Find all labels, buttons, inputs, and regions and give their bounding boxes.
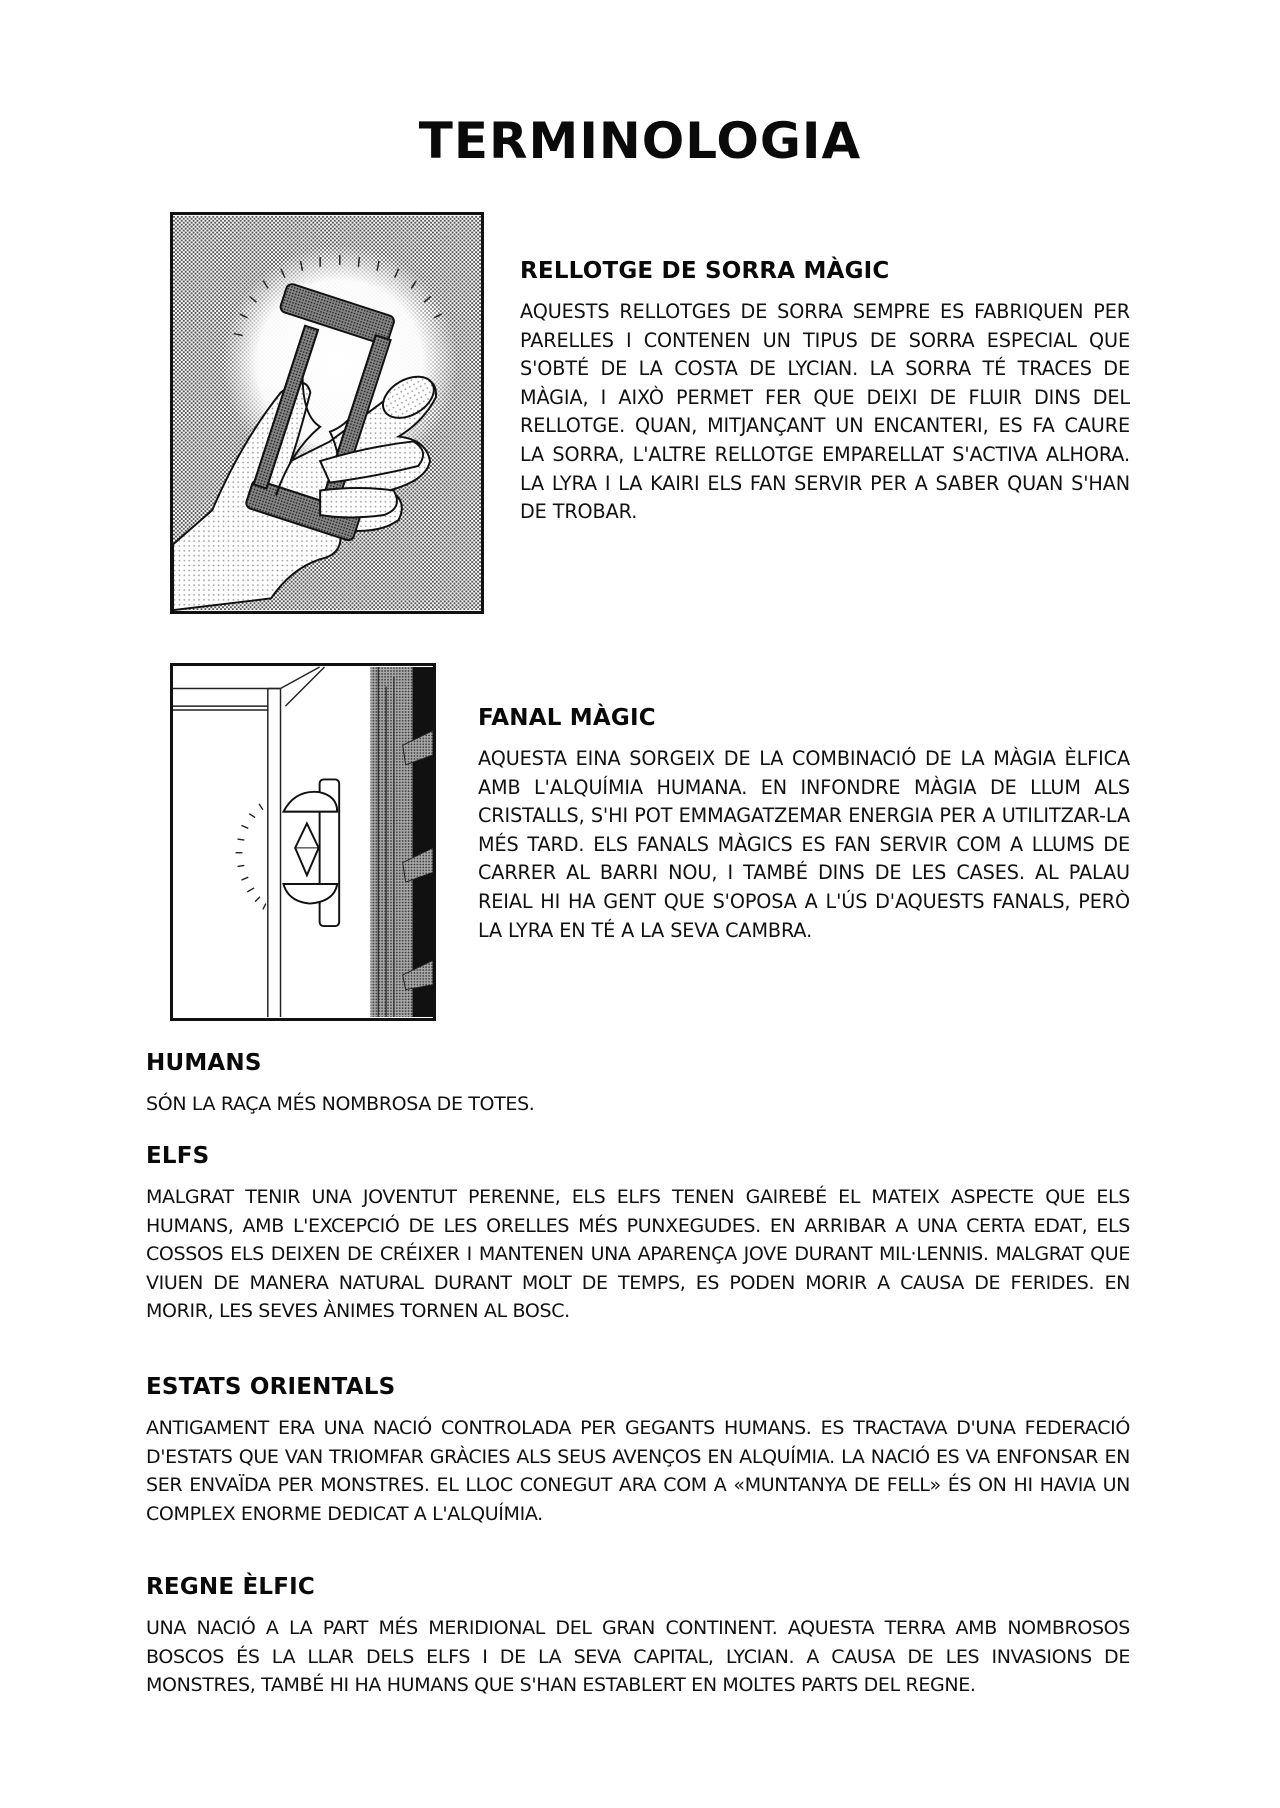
page-title: TERMINOLOGIA [418, 111, 862, 170]
entry-heading: REGNE ÈLFIC [146, 1574, 315, 1600]
entry-heading: ESTATS ORIENTALS [146, 1374, 396, 1400]
entry-body: ANTIGAMENT ERA UNA NACIÓ CONTROLADA PER GEGANTS HUMANS. ES TRACTAVA D'UNA FEDERACIÓ D'ESTATS QUE VAN TRIOMFAR GRÀCIES ALS SEUS AVENÇOS EN ALQUÍMIA. LA NACIÓ ES VA ENFONSAR EN SER ENVAÏDA PER MONSTRES. EL LLOC CONEGUT ARA COM A «MUNTANYA DE FELL» ÉS ON HI HAVIA UN COMPLEX ENORME DEDICAT A L'ALQUÍMIA. [146, 1417, 1130, 1525]
entry-body: MALGRAT TENIR UNA JOVENTUT PERENNE, ELS ELFS TENEN GAIREBÉ EL MATEIX ASPECTE QUE ELS HUMANS, AMB L'EXCEPCIÓ DE LES ORELLES MÉS PUNXEGUDES. EN ARRIBAR A UNA CERTA EDAT, ELS COSSOS ELS DEIXEN DE CRÉIXER I MANTENEN UNA APARENÇA JOVE DURANT MIL·LENNIS. MALGRAT QUE VIUEN DE MANERA NATURAL DURANT MOLT DE TEMPS, ES PODEN MORIR A CAUSA DE FERIDES. EN MORIR, LES SEVES ÀNIMES TORNEN AL BOSC. [146, 1186, 1130, 1322]
entry-body: UNA NACIÓ A LA PART MÉS MERIDIONAL DEL GRAN CONTINENT. AQUESTA TERRA AMB NOMBROSOS BOSCOS ÉS LA LLAR DELS ELFS I DE LA SEVA CAPITAL, LYCIAN. A CAUSA DE LES INVASIONS DE MONSTRES, TAMBÉ HI HA HUMANS QUE S'HAN ESTABLERT EN MOLTES PARTS DEL REGNE. [146, 1617, 1130, 1696]
entry-rellotge-de-sorra-magic [520, 258, 1130, 527]
lantern-illustration [170, 663, 436, 1021]
entry-body: AQUESTS RELLOTGES DE SORRA SEMPRE ES FABRIQUEN PER PARELLES I CONTENEN UN TIPUS DE SORRA ESPECIAL QUE S'OBTÉ DE LA COSTA DE LYCIAN. LA SORRA TÉ TRACES DE MÀGIA, I AIXÒ PERMET FER QUE DEIXI DE FLUIR DINS DEL RELLOTGE. QUAN, MITJANÇANT UN ENCANTERI, ES FA CAURE LA SORRA, L'ALTRE RELLOTGE EMPARELLAT S'ACTIVA ALHORA. LA LYRA I LA KAIRI ELS FAN SERVIR PER A SABER QUAN S'HAN DE TROBAR. [520, 300, 1130, 524]
entry-estats-orientals [146, 1374, 1130, 1528]
entry-heading: RELLOTGE DE SORRA MÀGIC [520, 258, 890, 284]
entry-body: SÓN LA RAÇA MÉS NOMBROSA DE TOTES. [146, 1093, 535, 1115]
entry-heading: ELFS [146, 1143, 210, 1169]
entry-heading: FANAL MÀGIC [478, 705, 656, 731]
entry-humans [146, 1050, 1130, 1119]
lantern-drawing [173, 666, 433, 1018]
entry-regne-elfic [146, 1574, 1130, 1700]
entry-elfs [146, 1143, 1130, 1326]
hourglass-illustration [170, 212, 484, 614]
hourglass-drawing [173, 215, 481, 611]
entry-fanal-magic [478, 705, 1130, 945]
entry-body: AQUESTA EINA SORGEIX DE LA COMBINACIÓ DE LA MÀGIA ÈLFICA AMB L'ALQUÍMIA HUMANA. EN INFONDRE MÀGIA DE LLUM ALS CRISTALLS, S'HI POT EMMAGATZEMAR ENERGIA PER A UTILITZAR-LA MÉS TARD. ELS FANALS MÀGICS ES FAN SERVIR COM A LLUMS DE CARRER AL BARRI NOU, I TAMBÉ DINS DE LES CASES. AL PALAU REIAL HI HA GENT QUE S'OPOSA A L'ÚS D'AQUESTS FANALS, PERÒ LA LYRA EN TÉ A LA SEVA CAMBRA. [478, 747, 1130, 942]
entry-heading: HUMANS [146, 1050, 262, 1076]
